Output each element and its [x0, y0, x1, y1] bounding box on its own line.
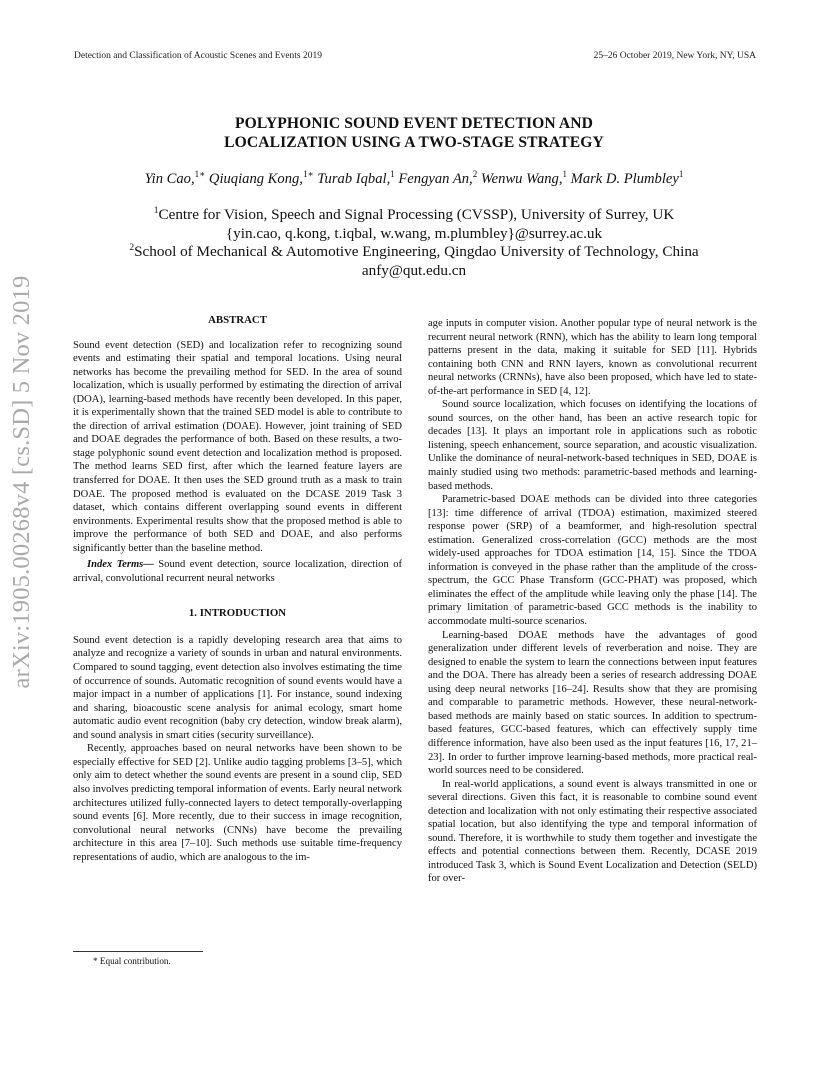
author: Yin Cao,$^{1∗}$ [144, 169, 206, 187]
affiliation-2-email: anfy@qut.edu.cn [361, 262, 467, 279]
index-terms-label: Index Terms— [87, 559, 154, 571]
footnote-rule [73, 951, 203, 952]
footnote: * Equal contribution. [93, 956, 171, 966]
arxiv-identifier-text: arXiv:1905.00268v4 [cs.SD] 5 Nov 2019 [8, 275, 35, 689]
index-terms: Index Terms— Sound event detection, source localization, direction of arrival, convolutional recurrent neural networks [73, 559, 402, 584]
body-paragraph: Learning-based DOAE methods have the advantages of good generalization under different levels of reverberation and noise. They are designed to enable the system to learn the connections between input features and the DOA. There has already been a series of research addressing DOAE using deep neural networks [16–24]. Results show that they are promising and comparable to parametric methods. However, these neural-network-based methods are mainly based on static sources. In addition to spectrum-based features, GCC-based features, which can effectively supply time difference information, have also been used as the input features [16, 17, 21–23]. In order to further improve learning-based methods, more practical real-world sources need to be considered. [428, 629, 757, 777]
body-paragraph: Parametric-based DOAE methods can be divided into three categories [13]: time difference of arrival (TDOA) estimation, maximized steered response power (SRP) of a beamformer, and high-resolution spectral estimation. Generalized cross-correlation (GCC) methods are the most widely-used approaches for TDOA estimation [14, 15]. Since the TDOA information is conveyed in the phase rather than the amplitude of the cross-spectrum, the GCC Phase Transform (GCC-PHAT) was proposed, which eliminates the effect of the amplitude while leaving only the phase [14]. The primary limitation of parametric-based GCC methods is the inability to accommodate multi-source scenarios. [428, 494, 757, 628]
abstract-heading: ABSTRACT [208, 314, 267, 326]
conference-date-location: 25–26 October 2019, New York, NY, USA [593, 51, 756, 61]
author: Wenwu Wang,$^1$ [480, 169, 567, 187]
body-paragraph: age inputs in computer vision. Another popular type of neural network is the recurrent neural network (RNN), which has the ability to learn long temporal patterns present in the data, making it suitable for SED [11]. Hybrids containing both CNN and RNN layers, known as convolutional recurrent neural networks (CRNNs), have also been proposed, which have led to state-of-the-art performance in SED [4, 12]. [428, 318, 757, 397]
introduction-heading: 1. INTRODUCTION [188, 607, 287, 620]
intro-paragraph: Recently, approaches based on neural networks have been shown to be especially effective for SED [2]. Unlike audio tagging problems [3–5], which only aim to detect whether the sound events are present in a sound clip, SED also involves predicting temporal information of events. Early neural network architectures utilized fully-connected layers to detect temporally-overlapping sound events [6]. More recently, due to their success in image recognition, convolutional neural networks (CNNs) have become the prevailing architecture in this area [7–10]. Such methods use suitable time-frequency representations of audio, which are analogous to the im- [73, 743, 402, 863]
conference-header: Detection and Classification of Acoustic Scenes and Events 2019 [74, 51, 322, 61]
right-column [428, 317, 757, 886]
abstract-text: Sound event detection (SED) and localization refer to recognizing sound events and estimating their spatial and temporal locations. Using neural networks has become the prevailing method for SED. In the area of sound localization, which is usually performed by estimating the direction of arrival (DOA), learning-based methods have recently been developed. In this paper, it is experimentally shown that the trained SED model is able to contribute to the direction of arrival estimation (DOAE). However, joint training of SED and DOAE degrades the performance of both. Based on these results, a two-stage polyphonic sound event detection and localization method is proposed. The method learns SED first, after which the learned feature layers are transferred for DOAE. It then uses the SED ground truth as a mask to train DOAE. The proposed method is evaluated on the DCASE 2019 Task 3 dataset, which contains different overlapping sound events in different environments. Experimental results show that the proposed method is able to improve the performance of both SED and DOAE, and also performs significantly better than the baseline method. [73, 339, 402, 554]
author: Fengyan An,$^2$ [398, 169, 478, 187]
author: Turab Iqbal,$^1$ [317, 169, 395, 187]
author: Qiuqiang Kong,$^{1∗}$ [208, 169, 314, 187]
body-paragraph: In real-world applications, a sound event is always transmitted in one or several directions. Given this fact, it is reasonable to combine sound event detection and localization with not only estimating their respective associated spatial location, but also identifying the type and temporal information of sound. Therefore, it is worthwhile to study them together and investigate the effects and potential connections between them. Recently, DCASE 2019 introduced Task 3, which is Sound Event Localization and Detection (SELD) for over- [428, 778, 757, 885]
affiliation-1-email: {yin.cao, q.kong, t.iqbal, w.wang, m.plumbley}@surrey.ac.uk [225, 225, 603, 242]
intro-paragraph: Sound event detection is a rapidly developing research area that aims to analyze and recognize a variety of sounds in urban and natural environments. Compared to sound tagging, event detection also involves estimating the time of occurrence of sounds. Automatic recognition of sound events would have a major impact in a number of applications [1]. For instance, sound indexing and sharing, bioacoustic scene analysis for animal ecology, smart home automatic audio event recognition (baby cry detection, window break alarm), and sound analysis in smart cities (security surveillance). [73, 634, 402, 741]
author-list [0, 169, 828, 188]
arxiv-identifier-stamp [2, 262, 42, 702]
affiliation-1: $^1$Centre for Vision, Speech and Signal Processing (CVSSP), University of Surrey, UK [153, 206, 675, 224]
body-paragraph: Sound source localization, which focuses on identifying the locations of sound sources, on the other hand, has been an active research topic for decades [13]. It plays an important role in applications such as robotic listening, speech enhancement, source separation, and acoustic visualization. Unlike the dominance of neural-network-based techniques in SED, DOAE is mainly studied using two methods: parametric-based methods and learning-based methods. [428, 399, 757, 492]
paper-title-line-2: LOCALIZATION USING A TWO-STAGE STRATEGY [224, 134, 604, 151]
author: Mark D. Plumbley$^1$ [570, 169, 684, 187]
paper-title-line-1: POLYPHONIC SOUND EVENT DETECTION AND [235, 115, 593, 132]
affiliation-2: $^2$School of Mechanical & Automotive Engineering, Qingdao University of Technology, China [129, 243, 699, 261]
left-column [73, 314, 402, 864]
